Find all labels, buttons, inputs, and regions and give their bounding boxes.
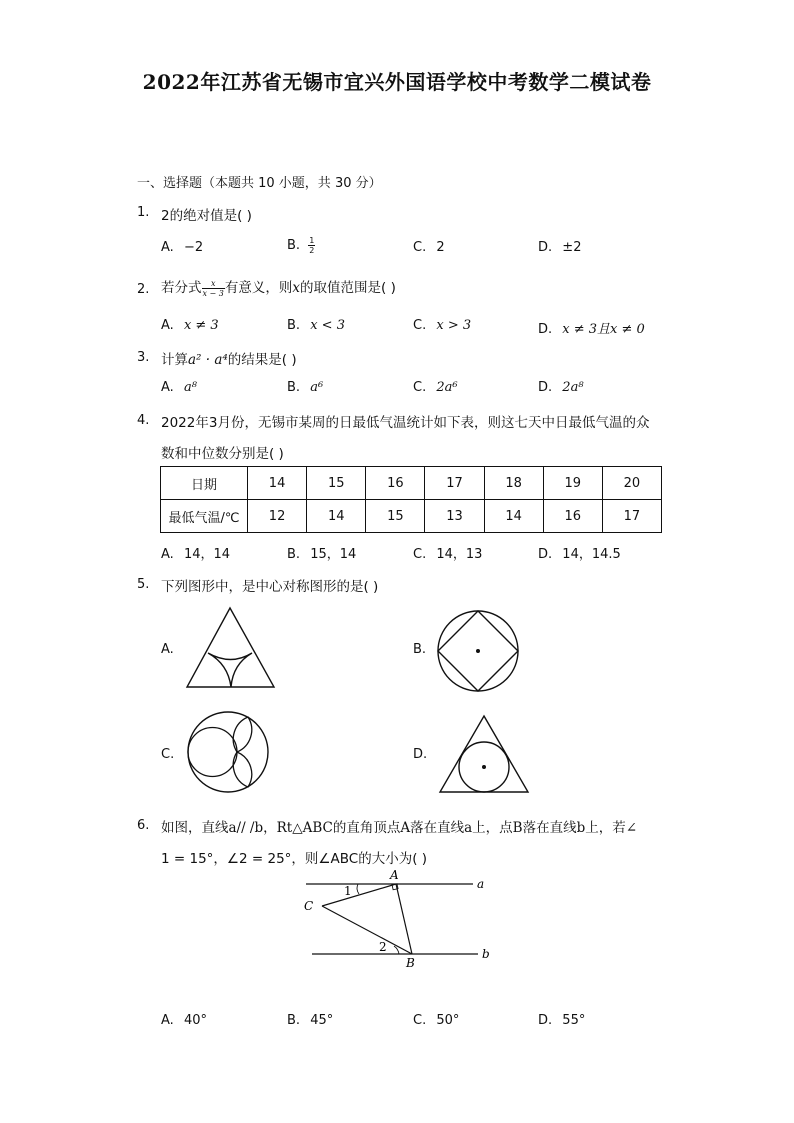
q4-option-b[interactable] bbox=[287, 543, 356, 562]
q1-option-a[interactable] bbox=[161, 240, 203, 255]
label-line-a: a bbox=[477, 877, 485, 891]
q6-geometry-figure bbox=[298, 868, 498, 970]
option-text: 45° bbox=[310, 1013, 334, 1028]
stem-text: 的结果是( ) bbox=[227, 352, 297, 368]
question-5-stem: 下列图形中，是中心对称图形的是( ) bbox=[161, 579, 379, 595]
option-label: A. bbox=[161, 380, 174, 395]
section-heading: 一、选择题（本题共 10 小题，共 30 分） bbox=[137, 176, 382, 191]
q5-option-b-label[interactable]: B. bbox=[413, 642, 427, 657]
stem-text: 若分式 bbox=[161, 280, 202, 296]
q2-option-c[interactable] bbox=[413, 318, 471, 333]
option-text: 14，13 bbox=[436, 547, 483, 562]
q3-option-b[interactable] bbox=[287, 380, 323, 395]
option-label: D. bbox=[538, 547, 553, 562]
option-text: a⁸ bbox=[183, 380, 197, 395]
q2-option-a[interactable] bbox=[161, 318, 219, 333]
option-text: a⁶ bbox=[310, 380, 324, 395]
stem-text: 计算 bbox=[161, 352, 188, 368]
stem-text: 有意义，则 bbox=[224, 280, 293, 296]
option-label: D. bbox=[538, 1013, 553, 1028]
fraction-denominator: 2 bbox=[309, 246, 315, 255]
option-text: 2a⁸ bbox=[562, 380, 584, 395]
q4-option-c[interactable] bbox=[413, 543, 482, 562]
q4-option-d[interactable] bbox=[538, 543, 621, 562]
q1-option-d[interactable] bbox=[538, 240, 581, 255]
label-point-b: B bbox=[406, 956, 415, 970]
segment-ac bbox=[322, 884, 396, 906]
q1-option-b[interactable] bbox=[287, 236, 315, 255]
option-text: 14，14 bbox=[183, 547, 231, 562]
table-cell: 14 bbox=[248, 467, 307, 500]
option-text: x < 3 bbox=[310, 318, 345, 333]
option-label: C. bbox=[413, 318, 427, 333]
option-label: A. bbox=[161, 547, 174, 562]
segment-ab bbox=[396, 884, 412, 954]
option-text: x ≠ 3且x ≠ 0 bbox=[562, 322, 645, 337]
question-1-stem: 2的绝对值是( ) bbox=[161, 208, 252, 224]
option-text: 40° bbox=[183, 1013, 207, 1028]
option-text: −2 bbox=[183, 240, 204, 255]
table-cell: 12 bbox=[248, 500, 307, 533]
option-label: B. bbox=[287, 238, 301, 253]
question-6-number: 6. bbox=[137, 818, 150, 833]
question-4-number: 4. bbox=[137, 413, 150, 428]
q6-option-b[interactable] bbox=[287, 1013, 333, 1028]
q6-option-d[interactable] bbox=[538, 1013, 585, 1028]
stem-text: 的取值范围是( ) bbox=[300, 280, 396, 296]
option-label: C. bbox=[413, 240, 427, 255]
option-label: A. bbox=[161, 1013, 174, 1028]
label-angle-2: 2 bbox=[379, 940, 387, 954]
question-1-number: 1. bbox=[137, 205, 150, 220]
fraction-numerator: x bbox=[202, 279, 225, 289]
q2-option-b[interactable] bbox=[287, 318, 345, 333]
table-cell: 14 bbox=[307, 500, 366, 533]
option-text: 50° bbox=[436, 1013, 460, 1028]
label-point-a: A bbox=[390, 868, 399, 882]
question-3-stem bbox=[161, 348, 297, 368]
option-text: x ≠ 3 bbox=[183, 318, 219, 333]
label-line-b: b bbox=[482, 947, 490, 961]
question-2-number: 2. bbox=[137, 282, 150, 297]
q5-figure-c[interactable] bbox=[184, 709, 272, 795]
q3-option-c[interactable] bbox=[413, 380, 458, 395]
question-2-stem bbox=[161, 276, 396, 298]
segment-cb bbox=[322, 906, 412, 954]
option-text: 14，14.5 bbox=[562, 547, 621, 562]
temperature-table bbox=[160, 466, 662, 533]
q5-figure-d[interactable] bbox=[436, 714, 532, 796]
q1-option-c[interactable] bbox=[413, 240, 445, 255]
option-label: C. bbox=[413, 547, 427, 562]
q3-option-a[interactable] bbox=[161, 380, 197, 395]
fraction-numerator: 1 bbox=[309, 236, 315, 245]
question-4-stem-line1: 2022年3月份，无锡市某周的日最低气温统计如下表，则这七天中日最低气温的众 bbox=[161, 415, 650, 431]
fraction-denominator: x − 3 bbox=[202, 288, 224, 298]
q5-option-a-label[interactable]: A. bbox=[161, 642, 174, 657]
option-label: B. bbox=[287, 1013, 301, 1028]
q3-option-d[interactable] bbox=[538, 380, 584, 395]
fraction bbox=[202, 279, 225, 298]
option-label: C. bbox=[413, 1013, 427, 1028]
question-3-number: 3. bbox=[137, 350, 150, 365]
table-cell: 19 bbox=[543, 467, 602, 500]
option-label: C. bbox=[413, 380, 427, 395]
table-cell: 20 bbox=[602, 467, 661, 500]
q5-figure-b[interactable] bbox=[434, 608, 522, 694]
label-point-c: C bbox=[304, 899, 314, 913]
page-title: 2022年江苏省无锡市宜兴外国语学校中考数学二模试卷 bbox=[142, 70, 652, 94]
table-cell: 13 bbox=[425, 500, 484, 533]
table-row bbox=[161, 467, 662, 500]
option-label: D. bbox=[538, 240, 553, 255]
table-cell: 18 bbox=[484, 467, 543, 500]
question-6-stem-line2: 1 = 15°，∠2 = 25°，则∠ABC的大小为( ) bbox=[161, 851, 428, 867]
fraction bbox=[308, 236, 315, 255]
option-label: B. bbox=[287, 380, 301, 395]
option-label: A. bbox=[161, 240, 174, 255]
math-variable: x bbox=[292, 280, 301, 296]
table-cell: 17 bbox=[602, 500, 661, 533]
option-text: 2 bbox=[436, 240, 445, 255]
option-text: ±2 bbox=[562, 240, 582, 255]
option-text: 15，14 bbox=[310, 547, 357, 562]
table-header-cell: 日期 bbox=[161, 467, 248, 500]
q2-option-d[interactable] bbox=[538, 318, 645, 337]
option-label: B. bbox=[287, 547, 301, 562]
q6-option-c[interactable] bbox=[413, 1013, 459, 1028]
label-angle-1: 1 bbox=[344, 884, 352, 898]
q5-figure-a[interactable] bbox=[182, 605, 280, 695]
option-label: D. bbox=[538, 322, 553, 337]
option-text: 55° bbox=[562, 1013, 586, 1028]
option-label: A. bbox=[161, 318, 174, 333]
q6-option-a[interactable] bbox=[161, 1013, 207, 1028]
question-6-stem-line1: 如图，直线a// /b，Rt△ABC的直角顶点A落在直线a上，点B落在直线b上，若∠ bbox=[161, 820, 638, 836]
table-cell: 17 bbox=[425, 467, 484, 500]
q4-option-a[interactable] bbox=[161, 543, 230, 562]
angle-1-arc bbox=[357, 884, 359, 894]
option-text: x > 3 bbox=[436, 318, 472, 333]
table-row bbox=[161, 500, 662, 533]
math-expression: a² · a⁴ bbox=[188, 352, 228, 368]
q5-option-d-label[interactable]: D. bbox=[413, 747, 428, 762]
option-text: 2a⁶ bbox=[436, 380, 458, 395]
table-cell: 14 bbox=[484, 500, 543, 533]
table-cell: 15 bbox=[307, 467, 366, 500]
table-cell: 16 bbox=[543, 500, 602, 533]
option-label: D. bbox=[538, 380, 553, 395]
q5-option-c-label[interactable]: C. bbox=[161, 747, 175, 762]
table-cell: 15 bbox=[366, 500, 425, 533]
question-4-stem-line2: 数和中位数分别是( ) bbox=[161, 446, 284, 462]
option-label: B. bbox=[287, 318, 301, 333]
table-cell: 16 bbox=[366, 467, 425, 500]
table-header-cell: 最低气温/℃ bbox=[161, 500, 248, 533]
question-5-number: 5. bbox=[137, 577, 150, 592]
